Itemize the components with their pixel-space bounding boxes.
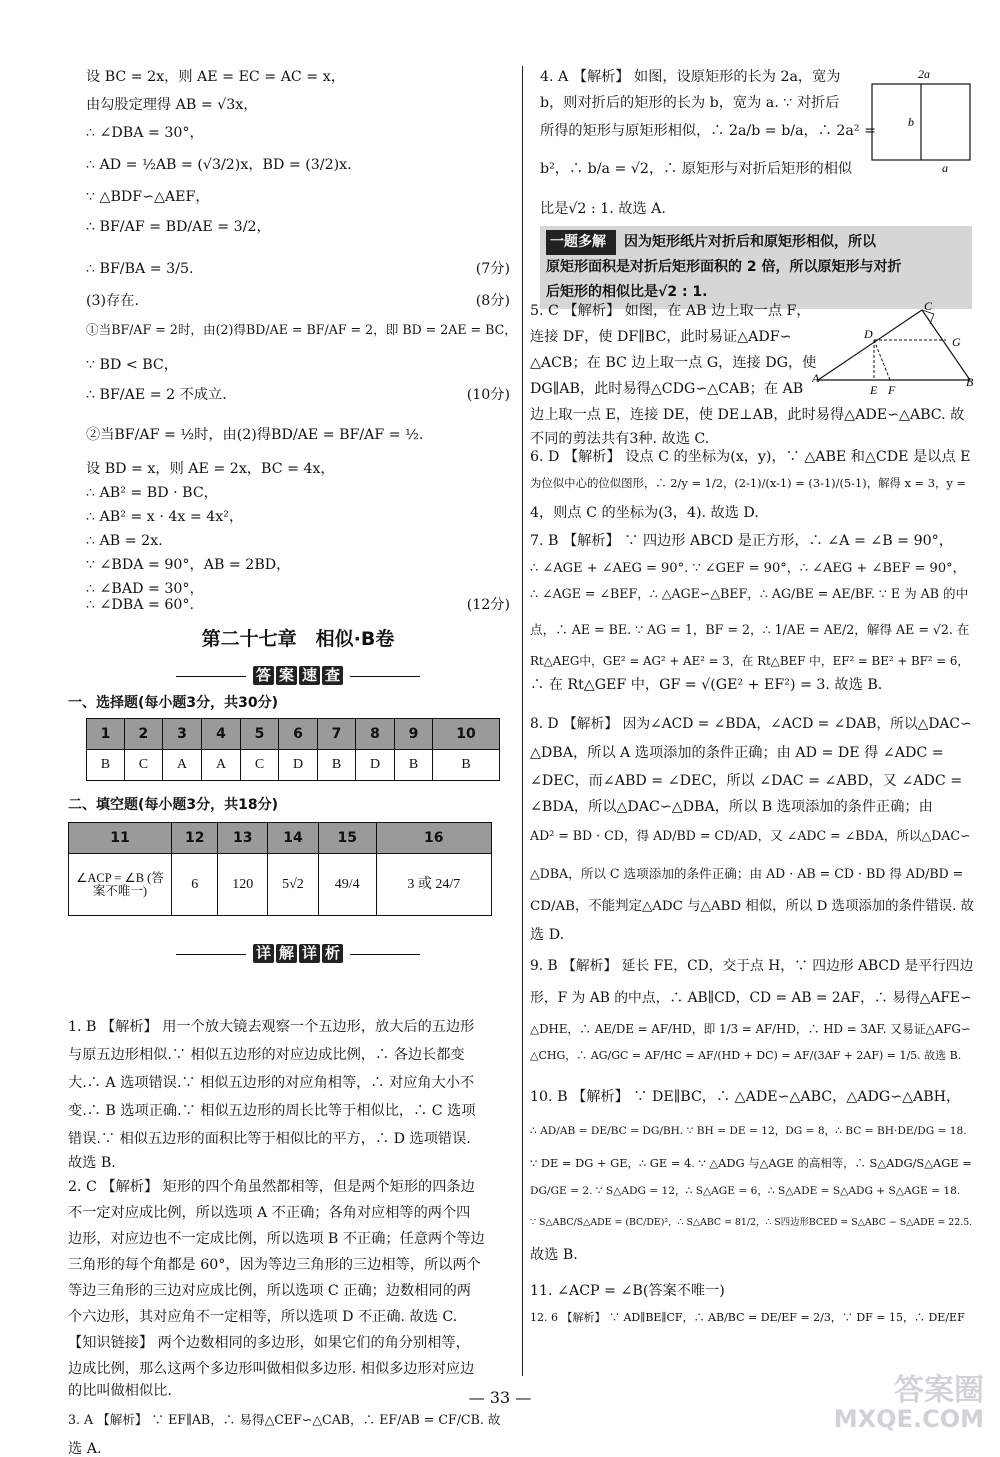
solution-line: △DBA，所以 C 选项添加的条件正确；由 AD · AB = CD · BD 得 AD/BD = — [530, 866, 964, 881]
table-cell: 6 — [278, 719, 317, 750]
text-line: ∴ ∠DBA = 30°， — [86, 125, 204, 141]
table-cell: B — [433, 750, 500, 781]
text-line: ∵ ∠BDA = 90°，AB = 2BD， — [86, 557, 291, 573]
banner-char: 析 — [322, 944, 343, 963]
solution-line: 故选 B. — [68, 1155, 116, 1171]
table-cell: C — [124, 750, 162, 781]
triangle-shape — [818, 310, 970, 380]
solution-line: 1. B 【解析】 用一个放大镜去观察一个五边形，放大后的五边形 — [68, 1019, 475, 1035]
solution-line: 连接 DF，使 DF∥BC，此时易证△ADF∽ — [530, 329, 792, 345]
dashed-line-dg — [874, 340, 890, 380]
page-number: — 33 — — [468, 1388, 532, 1407]
tip-line: 因为矩形纸片对折后和原矩形相似，所以 — [624, 234, 876, 250]
fig-label: G — [952, 335, 961, 349]
text-line: ①当BF/AF = 2时，由(2)得BD/AE = BF/AF = 2，即 BD = 2AE = BC， — [86, 322, 517, 337]
fig-label: E — [870, 383, 878, 397]
solution-line: 10. B 【解析】 ∵ DE∥BC，∴ △ADE∽△ABC，△ADG∽△ABH， — [530, 1089, 961, 1105]
solution-line: 不同的剪法共有3种. 故选 C. — [530, 431, 710, 447]
table-cell: 49/4 — [318, 854, 376, 916]
triangle-figure — [812, 302, 976, 398]
text-line: 由勾股定理得 AB = √3x， — [86, 97, 258, 113]
solution-line: 边形，对应边也不一定成比例，所以选项 B 不正确；任意两个等边 — [68, 1231, 485, 1247]
choice-answer-table — [86, 718, 500, 781]
solution-line: ∴ ∠AGE = ∠BEF，∴ △AGE∽△BEF，∴ AG/BE = AE/BF. ∵ E 为 AB 的中 — [530, 586, 969, 601]
section-title: 一、选择题(每小题3分，共30分) — [68, 695, 279, 711]
solution-line: △DHE，∴ AE/DE = AF/HD，即 1/3 = AF/HD，∴ HD = 3AF. 又易证△AFG∽ — [530, 1022, 971, 1036]
table-cell: B — [87, 750, 125, 781]
solution-line: 选 A. — [68, 1441, 102, 1457]
table-cell: 5 — [241, 719, 279, 750]
table-cell: 11 — [69, 823, 172, 854]
solution-line: 变.∴ B 选项正确.∵ 相似五边形的周长比等于相似比，∴ C 选项 — [68, 1103, 476, 1119]
solution-line: 8. D 【解析】 因为∠ACD = ∠BDA，∠ACD = ∠DAB，所以△DAC∽ — [530, 716, 972, 732]
score-points: (10分) — [466, 387, 510, 403]
fig-label: A — [812, 371, 820, 385]
table-cell: A — [162, 750, 201, 781]
table-cell: 13 — [218, 823, 268, 854]
solution-line: 形，F 为 AB 的中点，∴ AB∥CD，CD = AB = 2AF，∴ 易得△AFE∽ — [530, 990, 972, 1006]
solution-line: ∵ DE = DG + GE，∴ GE = 4. ∵ △ADG 与△AGE 的高相等，∴ S△ADG/S△AGE = — [530, 1156, 972, 1170]
watermark-logo — [834, 1375, 984, 1432]
table-cell: 10 — [433, 719, 500, 750]
fig-label: a — [942, 161, 948, 174]
solution-banner — [86, 944, 510, 963]
table-cell: ∠ACP = ∠B (答案不唯一) — [69, 854, 172, 916]
solution-line: 2. C 【解析】 矩形的四个角虽然都相等，但是两个矩形的四条边 — [68, 1179, 475, 1195]
text-line: ∴ AB² = x · 4x = 4x²， — [86, 509, 244, 525]
solution-line: 7. B 【解析】 ∵ 四边形 ABCD 是正方形，∴ ∠A = ∠B = 90°， — [530, 533, 953, 549]
solution-line: CD/AB，不能判定△ADC 与△ABD 相似，所以 D 选项添加的条件错误. 故 — [530, 899, 974, 914]
table-cell: C — [241, 750, 279, 781]
text-line: ∴ BF/BA = 3/5. — [86, 261, 194, 277]
table-cell: 14 — [267, 823, 318, 854]
solution-line: 11. ∠ACP = ∠B(答案不唯一) — [530, 1283, 725, 1299]
table-cell: 7 — [318, 719, 356, 750]
solution-line: 9. B 【解析】 延长 FE，CD，交于点 H，∵ 四边形 ABCD 是平行四边 — [530, 958, 974, 974]
text-line: ∴ ∠DBA = 60°. — [86, 597, 195, 613]
solution-line: 3. A 【解析】 ∵ EF∥AB，∴ 易得△CEF∽△CAB，∴ EF/AB = CF/CB. 故 — [68, 1412, 501, 1427]
banner-char: 速 — [299, 666, 320, 685]
table-cell: 6 — [172, 854, 218, 916]
solution-line: 点，∴ AE = BE. ∵ AG = 1，BF = 2，∴ 1/AE = AE/2，解得 AE = √2. 在 — [530, 622, 970, 637]
score-points: (12分) — [466, 597, 510, 613]
solution-line: Rt△AEG中，GE² = AG² + AE² = 3，在 Rt△BEF 中，EF² = BE² + BF² = 6， — [530, 654, 970, 668]
chapter-title: 第二十七章 相似·B卷 — [201, 628, 395, 650]
text-line: ∵ BD < BC， — [86, 357, 178, 373]
solution-line: 选 D. — [530, 927, 565, 943]
solution-line: ∠DEC，而∠ABD = ∠DEC，所以 ∠DAC = ∠ABD，又 ∠ADC = — [530, 773, 963, 789]
table-cell: 8 — [356, 719, 395, 750]
banner-char: 解 — [276, 944, 297, 963]
solution-line: 不一定对应成比例，所以选项 A 不正确；各角对应相等的两个四 — [68, 1205, 471, 1221]
table-cell: D — [356, 750, 395, 781]
fig-label: 2a — [918, 68, 930, 81]
text-line: 比是√2 : 1. 故选 A. — [540, 201, 666, 217]
text-line: ∴ BF/AF = BD/AE = 3/2， — [86, 219, 271, 235]
solution-line: △DBA，所以 A 选项添加的条件正确；由 AD = DE 得 ∠ADC = — [530, 745, 944, 761]
banner-char: 详 — [299, 944, 320, 963]
solution-line: ∴ 在 Rt△GEF 中，GF = √(GE² + EF²) = 3. 故选 B. — [530, 677, 883, 693]
table-cell: 1 — [87, 719, 125, 750]
multi-solution-tip — [540, 226, 972, 309]
text-line: ②当BF/AF = ½时，由(2)得BD/AE = BF/AF = ½. — [86, 427, 424, 443]
text-line: ∴ BF/AE = 2 不成立. — [86, 387, 227, 403]
text-line: ∴ AB = 2x. — [86, 533, 163, 549]
text-line: 设 BC = 2x，则 AE = EC = AC = x， — [86, 69, 345, 85]
solution-line: ∠BDA，所以△DAC∽△DBA，所以 B 选项添加的条件正确；由 — [530, 799, 933, 815]
table-cell: 15 — [318, 823, 376, 854]
solution-line: AD² = BD · CD，得 AD/BD = CD/AD，又 ∠ADC = ∠BDA，所以△DAC∽ — [530, 828, 971, 843]
solution-line: △ACB；在 BC 边上取一点 G，连接 DG，使 — [530, 355, 817, 371]
table-cell: 5√2 — [267, 854, 318, 916]
solution-line: 大.∴ A 选项错误.∵ 相似五边形的对应角相等，∴ 对应角大小不 — [68, 1075, 475, 1091]
solution-line: 等边三角形的三边对应成比例，所以选项 C 正确；边数相同的两 — [68, 1283, 471, 1299]
solution-line: 错误.∵ 相似五边形的面积比等于相似比的平方，∴ D 选项错误. — [68, 1131, 471, 1147]
solution-line: DG/GE = 2. ∵ S△ADG = 12，∴ S△AGE = 6，∴ S△ADE = S△ADG + S△AGE = 18. — [530, 1185, 961, 1197]
fig-label: B — [966, 375, 974, 389]
solution-line: 6. D 【解析】 设点 C 的坐标为(x，y)，∵ △ABE 和△CDE 是以点 E — [530, 449, 971, 465]
text-line: ∴ AD = ½AB = (√3/2)x，BD = (3/2)x. — [86, 157, 352, 173]
solution-line: 12. 6 【解析】 ∵ AD∥BE∥CF，∴ AB/BC = DE/EF = 2/3，∵ DF = 15，∴ DE/EF — [530, 1311, 965, 1324]
solution-line: 的比叫做相似比. — [68, 1383, 172, 1399]
watermark-text: MXQE.COM — [833, 1404, 984, 1433]
tip-tag: 一题多解 — [546, 230, 616, 255]
table-cell: 12 — [172, 823, 218, 854]
banner-char: 查 — [322, 666, 343, 685]
solution-line: 【知识链接】 两个边数相同的多边形，如果它们的角分别相等， — [68, 1335, 470, 1351]
table-cell: B — [318, 750, 356, 781]
text-line: 所得的矩形与原矩形相似，∴ 2a/b = b/a，∴ 2a² = — [540, 123, 876, 139]
table-cell: D — [278, 750, 317, 781]
text-line: ∴ ∠BAD = 30°， — [86, 581, 204, 597]
solution-line: ∴ AD/AB = DE/BC = DG/BH. ∵ BH = DE = 12，DG = 8，∴ BC = BH·DE/DG = 18. — [530, 1125, 967, 1137]
table-cell: 120 — [218, 854, 268, 916]
table-cell: 3 — [162, 719, 201, 750]
solution-line: 与原五边形相似.∵ 相似五边形的对应边成比例，∴ 各边长都变 — [68, 1047, 465, 1063]
watermark-text: 答案圈 — [894, 1373, 984, 1409]
text-line: (3)存在. — [86, 293, 139, 309]
fig-label: D — [864, 327, 873, 341]
solution-line: △CHG，∴ AG/GC = AF/HC = AF/(HD + DC) = AF/(3AF + 2AF) = 1/5. 故选 B. — [530, 1049, 962, 1062]
solution-line: 4，则点 C 的坐标为(3，4). 故选 D. — [530, 505, 759, 521]
tip-line: 后矩形的相似比是√2 : 1. — [546, 284, 708, 300]
fill-answer-table — [68, 822, 492, 916]
answer-banner — [86, 666, 510, 685]
solution-line: 三角形的每个角都是 60°，因为等边三角形的三边相等，所以两个 — [68, 1257, 481, 1273]
column-divider — [522, 66, 523, 1376]
text-line: 4. A 【解析】 如图，设原矩形的长为 2a，宽为 — [540, 69, 841, 85]
solution-line: 5. C 【解析】 如图，在 AB 边上取一点 F， — [530, 303, 811, 319]
solution-line: 边成比例，那么这两个多边形叫做相似多边形. 相似多边形对应边 — [68, 1361, 475, 1377]
table-cell: 2 — [124, 719, 162, 750]
text-line: b²，∴ b/a = √2，∴ 原矩形与对折后矩形的相似 — [540, 161, 853, 177]
banner-char: 详 — [253, 944, 274, 963]
banner-char: 答 — [253, 666, 274, 685]
table-cell: 3 或 24/7 — [376, 854, 491, 916]
score-points: (8分) — [475, 293, 510, 309]
table-cell: 4 — [201, 719, 240, 750]
solution-line: 个六边形，其对应角不一定相等，所以选项 D 不正确. 故选 C. — [68, 1309, 458, 1325]
solution-line: ∴ ∠AGE + ∠AEG = 90°. ∵ ∠GEF = 90°，∴ ∠AEG + ∠BEF = 90°， — [530, 561, 966, 576]
text-line: ∴ AB² = BD · BC， — [86, 485, 218, 501]
table-cell: 16 — [376, 823, 491, 854]
table-cell: A — [201, 750, 240, 781]
fig-label: C — [924, 302, 933, 313]
text-line: ∵ △BDF∽△AEF， — [86, 189, 210, 205]
fig-label: b — [908, 115, 914, 129]
score-points: (7分) — [475, 261, 510, 277]
text-line: b，则对折后的矩形的长为 b，宽为 a. ∵ 对折后 — [540, 95, 840, 111]
solution-line: 边上取一点 E，连接 DE，使 DE⊥AB，此时易得△ADE∽△ABC. 故 — [530, 407, 965, 423]
solution-line: 为位似中心的位似图形，∴ 2/y = 1/2，(2-1)/(x-1) = (3-1)/(5-1)，解得 x = 3，y = — [530, 476, 966, 490]
text-line: 设 BD = x，则 AE = 2x，BC = 4x， — [86, 461, 335, 477]
solution-line: ∵ S△ABC/S△ADE = (BC/DE)²，∴ S△ABC = 81/2，∴ S四边形BCED = S△ABC − S△ADE = 22.5. — [530, 1217, 973, 1228]
solution-line: 故选 B. — [530, 1247, 578, 1263]
tip-line: 原矩形面积是对折后矩形面积的 2 倍，所以原矩形与对折 — [546, 259, 902, 275]
table-cell: B — [395, 750, 433, 781]
solution-line: DG∥AB，此时易得△CDG∽△CAB；在 AB — [530, 381, 804, 397]
folded-rectangle-figure — [866, 68, 976, 174]
section-title: 二、填空题(每小题3分，共18分) — [68, 797, 279, 813]
banner-char: 案 — [276, 666, 297, 685]
fig-label: F — [888, 383, 896, 397]
table-cell: 9 — [395, 719, 433, 750]
